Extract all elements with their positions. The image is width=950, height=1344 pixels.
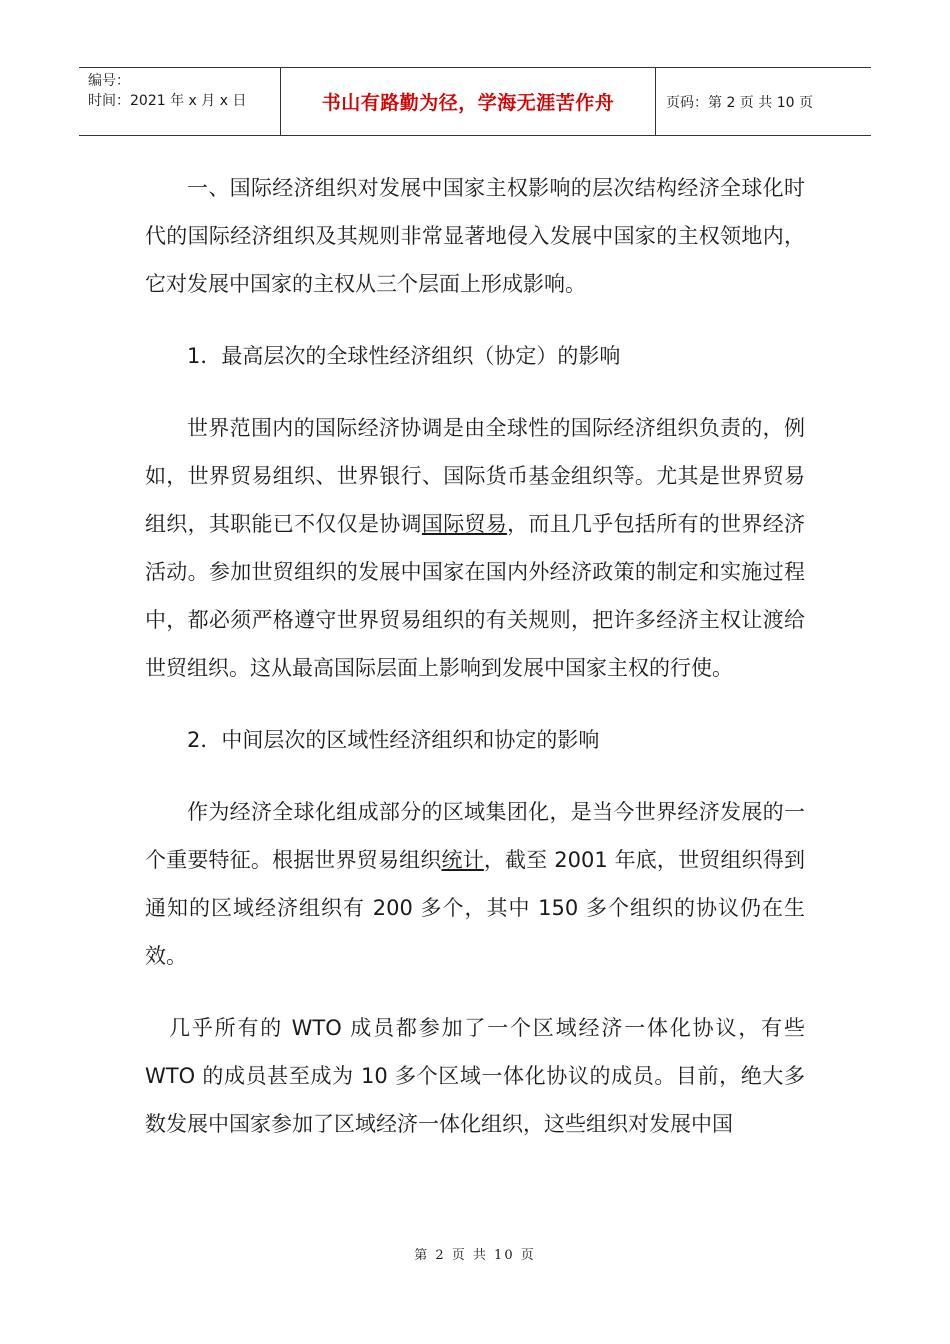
document-header: [79, 67, 871, 136]
paragraph-text: 世界范围内的国际经济协调是由全球性的国际经济组织负责的，例如，世界贸易组织、世界银行、国际货币基金组织等。尤其是世界贸易组织，其职能已不仅仅是协调: [145, 416, 805, 536]
section-heading-2: 2．中间层次的区域性经济组织和协定的影响: [187, 728, 600, 752]
date-label: 时间：2021 年 x 月 x 日: [88, 93, 247, 109]
paragraph-text: ，而且几乎包括所有的世界经济活动。参加世贸组织的发展中国家在国内外经济政策的制定和实施过程中，都必须严格遵守世界贸易组织的有关规则，把许多经济主权让渡给世贸组织。这从最高国际层面上影响到发展中国家主权的行使。: [145, 512, 806, 680]
paragraph-regional-orgs: [145, 788, 805, 980]
document-body: [145, 164, 805, 1148]
paragraph-intro: 一、国际经济组织对发展中国家主权影响的层次结构经济全球化时代的国际经济组织及其规则非常显著地侵入发展中国家的主权领地内，它对发展中国家的主权从三个层面上形成影响。: [145, 176, 805, 296]
link-statistics[interactable]: 统计: [441, 848, 484, 872]
link-international-trade[interactable]: 国际贸易: [421, 512, 508, 536]
paragraph-wto-members: 几乎所有的 WTO 成员都参加了一个区域经济一体化协议，有些 WTO 的成员甚至成为 10 多个区域一体化协议的成员。目前，绝大多数发展中国家参加了区域经济一体化组织，这些组织对发展中国: [145, 1016, 805, 1136]
paragraph-text: 作为经济全球化组成部分的区域集团化，是当今世界经济发展的一个重要特征。根据世界贸易组织: [145, 800, 805, 872]
header-motto: 书山有路勤为径，学海无涯苦作舟: [281, 68, 656, 135]
paragraph-text: ，截至 2001 年底，世贸组织得到通知的区域经济组织有 200 多个，其中 150 多个组织的协议仍在生效。: [145, 848, 806, 968]
section-heading-1: 1．最高层次的全球性经济组织（协定）的影响: [187, 344, 621, 368]
number-label: 编号：: [88, 73, 130, 89]
header-meta: [79, 68, 281, 135]
header-page-info: 页码：第 2 页 共 10 页: [666, 94, 813, 111]
page-footer: 第 2 页 共 10 页: [414, 1248, 536, 1263]
paragraph-global-orgs: [145, 404, 805, 692]
